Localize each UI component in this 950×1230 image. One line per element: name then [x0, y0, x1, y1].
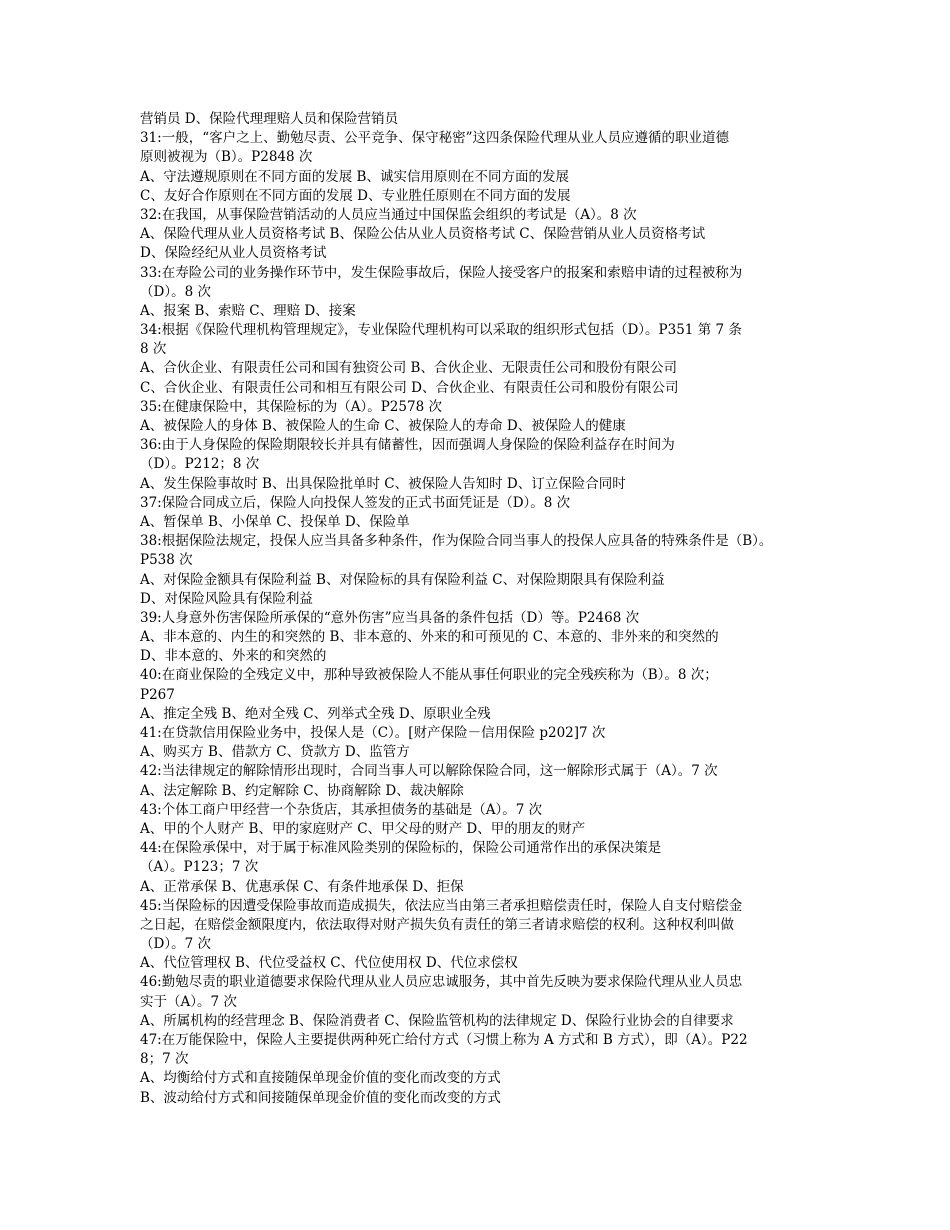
text-line: B、波动给付方式和间接随保单现金价值的变化而改变的方式	[140, 1089, 501, 1106]
text-line: 41:在贷款信用保险业务中，投保人是（C）。[财产保险－信用保险 p202]7 次	[140, 725, 606, 741]
text-line: 33:在寿险公司的业务操作环节中，发生保险事故后，保险人接受客户的报案和索赔申请的过程被称为	[140, 264, 743, 281]
text-line: A、报案 B、索赔 C、理赔 D、接案	[140, 302, 356, 319]
text-line: 36:由于人身保险的保险期限较长并具有储蓄性，因而强调人身保险的保险利益存在时间为	[140, 437, 675, 454]
text-line: P538 次	[140, 552, 193, 569]
text-line: A、合伙企业、有限责任公司和国有独资公司 B、合伙企业、无限责任公司和股份有限公司	[140, 360, 677, 377]
text-line: A、正常承保 B、优惠承保 C、有条件地承保 D、拒保	[140, 878, 464, 895]
text-line: 营销员 D、保险代理理赔人员和保险营销员	[140, 111, 399, 127]
text-line: 35:在健康保险中，其保险标的为（A）。P2578 次	[140, 398, 442, 415]
text-line: 44:在保险承保中，对于属于标准风险类别的保险标的，保险公司通常作出的承保决策是	[140, 840, 662, 857]
text-line: 47:在万能保险中，保险人主要提供两种死亡给付方式（习惯上称为 A 方式和 B 方式），即（A）。P22	[140, 1032, 748, 1048]
text-line: 39:人身意外伤害保险所承保的“意外伤害”应当具备的条件包括（D）等。P2468 次	[140, 609, 640, 626]
text-line: A、甲的个人财产 B、甲的家庭财产 C、甲父母的财产 D、甲的朋友的财产	[140, 820, 586, 837]
text-line: 37:保险合同成立后，保险人向投保人签发的正式书面凭证是（D）。8 次	[140, 494, 571, 511]
text-line: 实于（A）。7 次	[140, 993, 237, 1010]
text-line: A、保险代理从业人员资格考试 B、保险公估从业人员资格考试 C、保险营销从业人员资格考试	[140, 226, 706, 243]
text-line: A、非本意的、内生的和突然的 B、非本意的、外来的和可预见的 C、本意的、非外来的和突然的	[140, 629, 719, 646]
text-line: A、发生保险事故时 B、出具保险批单时 C、被保险人告知时 D、订立保险合同时	[140, 475, 626, 492]
text-line: 32:在我国，从事保险营销活动的人员应当通过中国保监会组织的考试是（A）。8 次	[140, 206, 637, 223]
text-line: A、均衡给付方式和直接随保单现金价值的变化而改变的方式	[140, 1070, 501, 1087]
text-line: A、推定全残 B、绝对全残 C、列举式全残 D、原职业全残	[140, 705, 491, 722]
text-line: A、法定解除 B、约定解除 C、协商解除 D、裁决解除	[140, 782, 464, 799]
text-line: 原则被视为（B）。P2848 次	[140, 149, 313, 166]
text-line: 34:根据《保险代理机构管理规定》，专业保险代理机构可以采取的组织形式包括（D）。P351 第 7 条	[140, 322, 742, 339]
text-line: C、友好合作原则在不同方面的发展 D、专业胜任原则在不同方面的发展	[140, 187, 571, 204]
text-line: D、保险经纪从业人员资格考试	[140, 245, 327, 262]
text-line: P267	[140, 686, 175, 703]
text-line: A、被保险人的身体 B、被保险人的生命 C、被保险人的寿命 D、被保险人的健康	[140, 418, 626, 434]
text-line: A、购买方 B、借款方 C、贷款方 D、监管方	[140, 744, 410, 761]
text-line: 8；7 次	[140, 1051, 189, 1068]
text-line: （A）。P123；7 次	[140, 859, 259, 876]
text-line: A、暂保单 B、小保单 C、投保单 D、保险单	[140, 513, 410, 530]
text-line: A、代位管理权 B、代位受益权 C、代位使用权 D、代位求偿权	[140, 955, 518, 972]
text-line: （D）。7 次	[140, 936, 211, 953]
text-line: 8 次	[140, 341, 167, 358]
text-line: （D）。8 次	[140, 283, 211, 300]
text-line: 31:一般，“客户之上、勤勉尽责、公平竞争、保守秘密”这四条保险代理从业人员应遵循的职业道德	[140, 130, 730, 147]
text-line: D、非本意的、外来的和突然的	[140, 648, 327, 665]
text-line: 46:勤勉尽责的职业道德要求保险代理从业人员应忠诚服务，其中首先反映为要求保险代理从业人员忠	[140, 974, 743, 991]
text-line: A、所属机构的经营理念 B、保险消费者 C、保险监管机构的法律规定 D、保险行业协会的自律要求	[140, 1012, 734, 1029]
text-line: C、合伙企业、有限责任公司和相互有限公司 D、合伙企业、有限责任公司和股份有限公司	[140, 379, 679, 396]
text-line: D、对保险风险具有保险利益	[140, 590, 313, 607]
text-line: A、对保险金额具有保险利益 B、对保险标的具有保险利益 C、对保险期限具有保险利益	[140, 571, 665, 588]
text-line: 42:当法律规定的解除情形出现时，合同当事人可以解除保险合同，这一解除形式属于（A）。7 次	[140, 763, 718, 780]
text-line: 45:当保险标的因遭受保险事故而造成损失，依法应当由第三者承担赔偿责任时，保险人自支付赔偿金	[140, 897, 743, 914]
document-body	[140, 110, 940, 1108]
text-line: 38:根据保险法规定，投保人应当具备多种条件，作为保险合同当事人的投保人应具备的特殊条件是（B）。	[140, 533, 773, 550]
text-line: 43:个体工商户甲经营一个杂货店，其承担债务的基础是（A）。7 次	[140, 801, 543, 818]
text-line: （D）。P212；8 次	[140, 456, 260, 473]
text-line: 40:在商业保险的全残定义中，那种导致被保险人不能从事任何职业的完全残疾称为（B）。8 次；	[140, 667, 718, 684]
text-line: 之日起，在赔偿金额限度内，依法取得对财产损失负有责任的第三者请求赔偿的权利。这种权利叫做	[140, 916, 734, 933]
text-line: A、守法遵规原则在不同方面的发展 B、诚实信用原则在不同方面的发展	[140, 168, 569, 185]
